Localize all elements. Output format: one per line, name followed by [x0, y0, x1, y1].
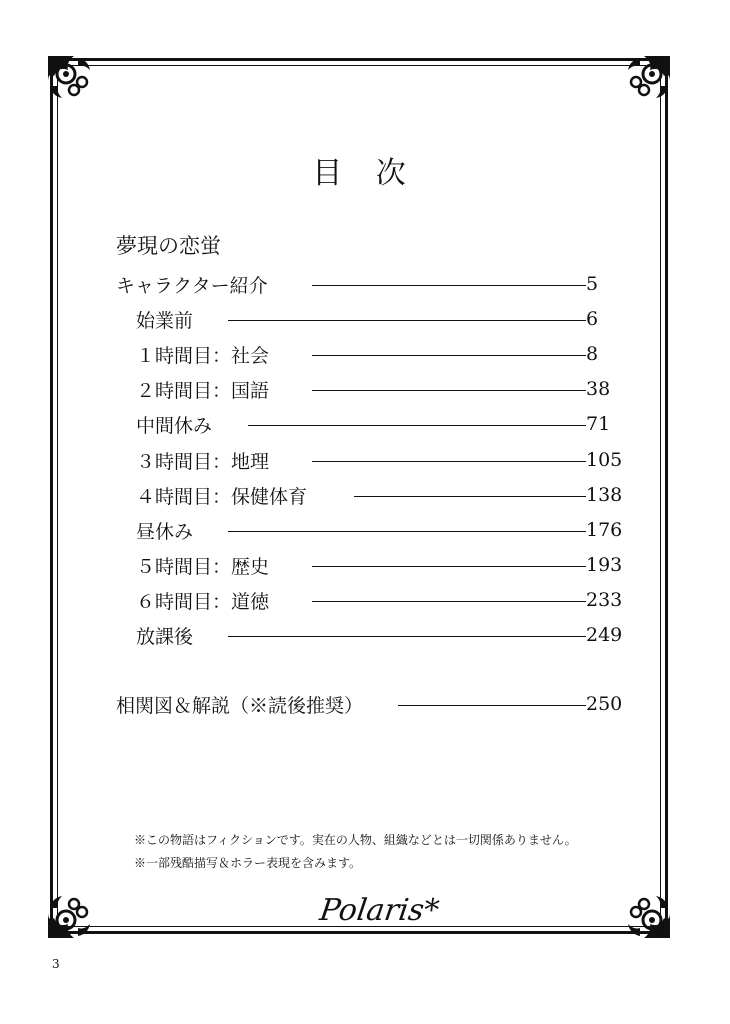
toc-entry[interactable]: [136, 375, 622, 403]
toc-entry[interactable]: [136, 340, 622, 368]
leader-line: [228, 320, 586, 321]
toc-entry[interactable]: [136, 516, 622, 544]
leader-line: [354, 496, 586, 497]
toc-entry-page: 233: [586, 589, 623, 611]
leader-line: [312, 461, 586, 462]
toc-entry-page: 193: [586, 554, 623, 576]
toc-entry-label: ３時間目：地理: [136, 450, 270, 473]
leader-line: [312, 355, 586, 356]
leader-line: [228, 531, 586, 532]
toc-entry-label: ４時間目：保健体育: [136, 485, 308, 508]
disclaimer-line: ※この物語はフィクションです。実在の人物、組織などとは一切関係ありません。: [134, 833, 577, 847]
leader-line: [228, 636, 586, 637]
toc-entry[interactable]: [136, 410, 622, 438]
toc-entry[interactable]: [116, 270, 622, 298]
toc-entry-label: １時間目：社会: [136, 344, 270, 367]
toc-entry[interactable]: [136, 305, 622, 333]
toc-entry-label: 放課後: [136, 625, 194, 648]
toc-entry-label: ６時間目：道徳: [136, 590, 270, 613]
corner-ornament-icon: [616, 884, 674, 942]
leader-line: [398, 705, 586, 706]
toc-entry-label: 昼休み: [136, 520, 194, 543]
toc-entry-page: 105: [586, 449, 623, 471]
toc-entry-page: 250: [586, 693, 623, 715]
toc-entry-label: 相関図＆解説（※読後推奨）: [116, 694, 364, 717]
toc-entry[interactable]: [116, 690, 622, 718]
toc-entry-page: 8: [586, 343, 599, 365]
toc-entry[interactable]: [136, 621, 622, 649]
toc-entry-page: 176: [586, 519, 623, 541]
leader-line: [312, 285, 586, 286]
corner-ornament-icon: [616, 52, 674, 110]
toc-entry[interactable]: [136, 481, 622, 509]
toc-entry-page: 138: [586, 484, 623, 506]
toc-entry[interactable]: [136, 551, 622, 579]
toc-entry-page: 5: [586, 273, 599, 295]
corner-ornament-icon: [44, 52, 102, 110]
toc-entry-page: 249: [586, 624, 623, 646]
leader-line: [248, 425, 586, 426]
toc-entry-label: ２時間目：国語: [136, 379, 270, 402]
page-number: 3: [52, 957, 60, 971]
leader-line: [312, 390, 586, 391]
disclaimer-notes: [134, 829, 577, 875]
toc-entry-page: 38: [586, 378, 611, 400]
page-title: 目 次: [312, 156, 418, 191]
toc-entry[interactable]: [136, 586, 622, 614]
toc-entry-page: 6: [586, 308, 599, 330]
author-signature: Polaris*: [317, 893, 442, 928]
leader-line: [312, 566, 586, 567]
toc-entry-label: 始業前: [136, 309, 194, 332]
disclaimer-line: ※一部残酷描写＆ホラー表現を含みます。: [134, 856, 362, 870]
toc-entry-label: 中間休み: [136, 414, 213, 437]
toc-entry-label: キャラクター紹介: [116, 274, 268, 297]
toc-entry-page: 71: [586, 413, 611, 435]
book-title: 夢現の恋蛍: [116, 234, 221, 258]
toc-entry[interactable]: [136, 446, 622, 474]
corner-ornament-icon: [44, 884, 102, 942]
leader-line: [312, 601, 586, 602]
toc-entry-label: ５時間目：歴史: [136, 555, 270, 578]
